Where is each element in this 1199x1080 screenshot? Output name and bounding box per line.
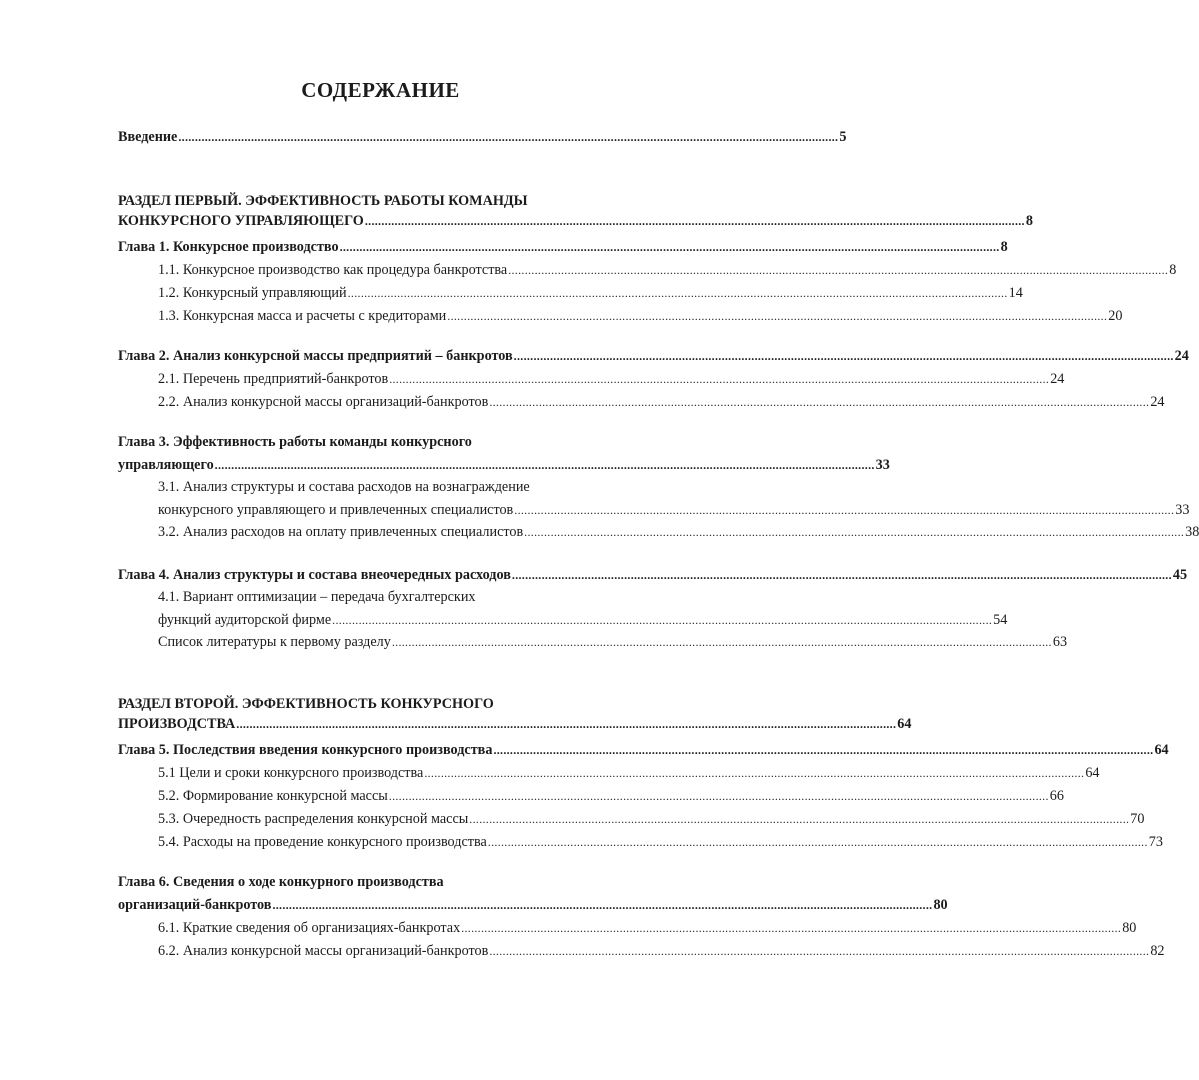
toc-subsection-5-4[interactable]: [158, 832, 1163, 852]
entry-label: 1.3. Конкурсная масса и расчеты с кредиторами: [158, 308, 447, 324]
leader-dots: ........................................................................................................................................................................................................: [178, 130, 839, 144]
toc-subsection-3-1[interactable]: [158, 477, 1190, 520]
entry-label-line1: 3.1. Анализ структуры и состава расходов на вознаграждение: [158, 479, 530, 495]
leader-dots: ........................................................................................................................................................................................................: [347, 286, 1008, 300]
leader-dots: ........................................................................................................................................................................................................: [424, 766, 1085, 780]
entry-label: Глава 5. Последствия введения конкурсного производства: [118, 742, 493, 758]
page-number: 8: [1169, 262, 1177, 278]
page-number: 66: [1049, 788, 1064, 804]
entry-label: 5.4. Расходы на проведение конкурсного производства: [158, 834, 487, 850]
leader-dots: ........................................................................................................................................................................................................: [513, 349, 1174, 363]
toc-chapter-2[interactable]: [118, 346, 1189, 366]
page-number: 64: [1085, 765, 1100, 781]
page-number: 8: [1000, 239, 1008, 255]
leader-dots: ........................................................................................................................................................................................................: [339, 240, 1000, 254]
page-number: 5: [839, 129, 847, 145]
toc-subsection-2-2[interactable]: [158, 392, 1165, 412]
page-number: 82: [1150, 943, 1165, 959]
entry-label-line1: Глава 6. Сведения о ходе конкурного производства: [118, 874, 444, 890]
toc-bibliography-1[interactable]: [158, 632, 1068, 652]
leader-dots: ........................................................................................................................................................................................................: [469, 812, 1130, 826]
page-number: 33: [1175, 502, 1190, 518]
leader-dots: ........................................................................................................................................................................................................: [524, 525, 1185, 539]
leader-dots: ........................................................................................................................................................................................................: [489, 944, 1150, 958]
entry-label: 1.1. Конкурсное производство как процедура банкротства: [158, 262, 508, 278]
page-number: 64: [897, 716, 912, 732]
section-heading-line1: РАЗДЕЛ ПЕРВЫЙ. ЭФФЕКТИВНОСТЬ РАБОТЫ КОМАНДЫ: [118, 193, 528, 209]
entry-label: Глава 1. Конкурсное производство: [118, 239, 339, 255]
toc-title: СОДЕРЖАНИЕ: [301, 78, 460, 102]
page-number: 70: [1130, 811, 1145, 827]
toc-subsection-6-2[interactable]: [158, 941, 1165, 961]
page-number: 20: [1108, 308, 1123, 324]
leader-dots: ........................................................................................................................................................................................................: [489, 395, 1150, 409]
leader-dots: ........................................................................................................................................................................................................: [447, 309, 1108, 323]
page-number: 8: [1025, 213, 1033, 229]
leader-dots: ........................................................................................................................................................................................................: [332, 613, 993, 627]
leader-dots: ........................................................................................................................................................................................................: [388, 789, 1049, 803]
entry-label-line1: 4.1. Вариант оптимизации – передача бухгалтерских: [158, 589, 476, 605]
entry-label-line2: управляющего: [118, 457, 214, 473]
leader-dots: ........................................................................................................................................................................................................: [389, 372, 1050, 386]
entry-label-line2: организаций-банкротов: [118, 897, 272, 913]
entry-label-line2: функций аудиторской фирме: [158, 612, 332, 628]
entry-label: 2.1. Перечень предприятий-банкротов: [158, 371, 389, 387]
entry-label: 3.2. Анализ расходов на оплату привлеченных специалистов: [158, 524, 524, 540]
entry-label: 1.2. Конкурсный управляющий: [158, 285, 347, 301]
entry-label: 5.3. Очередность распределения конкурсной массы: [158, 811, 469, 827]
entry-label: 6.2. Анализ конкурсной массы организаций-банкротов: [158, 943, 489, 959]
entry-label: Глава 2. Анализ конкурсной массы предприятий – банкротов: [118, 348, 513, 364]
toc-chapter-6[interactable]: [118, 872, 948, 915]
toc-subsection-2-1[interactable]: [158, 369, 1065, 389]
toc-subsection-3-2[interactable]: [158, 522, 1199, 542]
entry-label: 6.1. Краткие сведения об организациях-банкротах: [158, 920, 461, 936]
toc-section-2[interactable]: [118, 694, 912, 734]
toc-subsection-1-3[interactable]: [158, 306, 1123, 326]
page-number: 45: [1172, 567, 1188, 583]
page-number: 24: [1174, 348, 1189, 364]
page-number: 80: [933, 897, 948, 913]
page-number: 63: [1052, 634, 1068, 650]
page-number: 33: [875, 457, 890, 473]
page-number: 38: [1185, 524, 1199, 540]
toc-subsection-5-1[interactable]: [158, 763, 1100, 783]
leader-dots: ........................................................................................................................................................................................................: [391, 635, 1052, 649]
leader-dots: ........................................................................................................................................................................................................: [493, 743, 1154, 757]
leader-dots: ........................................................................................................................................................................................................: [487, 835, 1148, 849]
page-number: 14: [1008, 285, 1023, 301]
page-number: 80: [1122, 920, 1137, 936]
toc-subsection-1-2[interactable]: [158, 283, 1023, 303]
section-heading-line2: КОНКУРСНОГО УПРАВЛЯЮЩЕГО: [118, 213, 364, 229]
section-heading-line2: ПРОИЗВОДСТВА: [118, 716, 236, 732]
entry-label: 5.2. Формирование конкурсной массы: [158, 788, 388, 804]
leader-dots: ........................................................................................................................................................................................................: [236, 717, 897, 731]
entry-label: 2.2. Анализ конкурсной массы организаций-банкротов: [158, 394, 489, 410]
leader-dots: ........................................................................................................................................................................................................: [272, 898, 933, 912]
toc-entry-intro[interactable]: [118, 127, 847, 147]
leader-dots: ........................................................................................................................................................................................................: [214, 458, 875, 472]
leader-dots: ........................................................................................................................................................................................................: [514, 503, 1175, 517]
leader-dots: ........................................................................................................................................................................................................: [508, 263, 1169, 277]
entry-label: Глава 4. Анализ структуры и состава внеочередных расходов: [118, 567, 511, 583]
page-number: 73: [1148, 834, 1163, 850]
toc-subsection-6-1[interactable]: [158, 918, 1137, 938]
entry-label: Введение: [118, 129, 178, 145]
toc-subsection-5-2[interactable]: [158, 786, 1064, 806]
toc-chapter-1[interactable]: [118, 237, 1008, 257]
entry-label: 5.1 Цели и сроки конкурсного производства: [158, 765, 424, 781]
section-heading-line1: РАЗДЕЛ ВТОРОЙ. ЭФФЕКТИВНОСТЬ КОНКУРСНОГО: [118, 696, 494, 712]
page-number: 64: [1154, 742, 1169, 758]
page-number: 24: [1150, 394, 1165, 410]
toc-subsection-4-1[interactable]: [158, 587, 1008, 630]
toc-subsection-5-3[interactable]: [158, 809, 1145, 829]
entry-label-line2: конкурсного управляющего и привлеченных специалистов: [158, 502, 514, 518]
page-number: 54: [993, 612, 1008, 628]
toc-chapter-5[interactable]: [118, 740, 1169, 760]
page-number: 24: [1050, 371, 1065, 387]
leader-dots: ........................................................................................................................................................................................................: [364, 214, 1025, 228]
leader-dots: ........................................................................................................................................................................................................: [511, 568, 1172, 582]
leader-dots: ........................................................................................................................................................................................................: [461, 921, 1122, 935]
toc-section-1[interactable]: [118, 191, 1033, 231]
entry-label: Список литературы к первому разделу: [158, 634, 391, 650]
toc-chapter-4[interactable]: [118, 565, 1188, 585]
toc-chapter-3[interactable]: [118, 432, 890, 475]
entry-label-line1: Глава 3. Эффективность работы команды конкурсного: [118, 434, 472, 450]
toc-subsection-1-1[interactable]: [158, 260, 1177, 280]
